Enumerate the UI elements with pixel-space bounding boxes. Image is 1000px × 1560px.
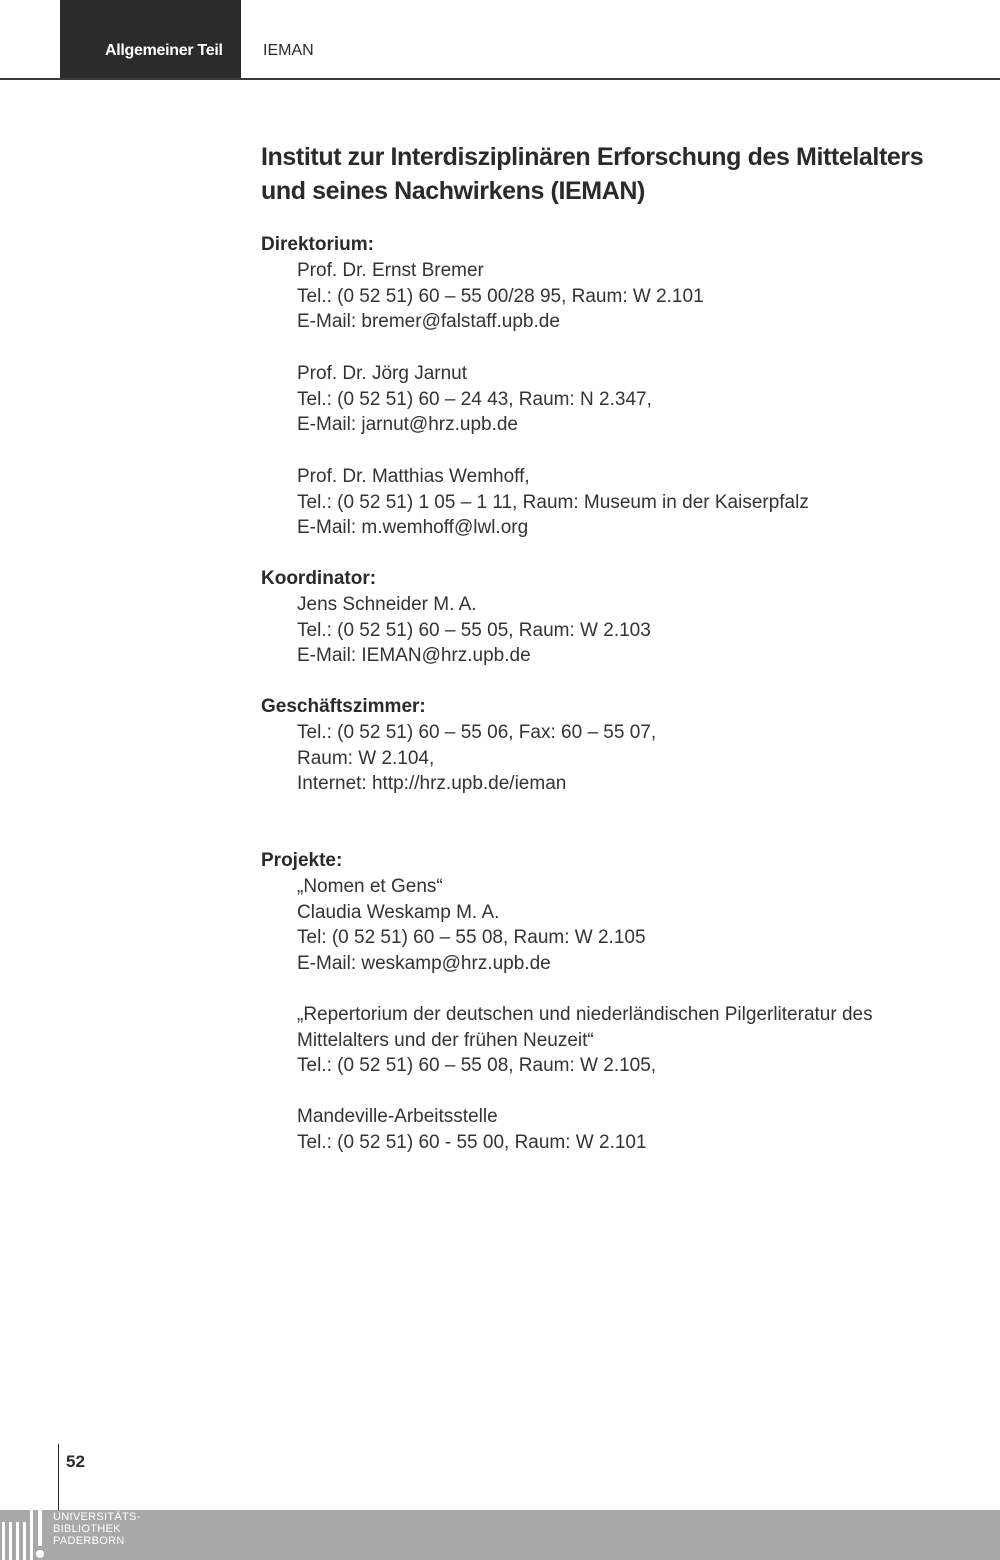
- contact-phone: Tel.: (0 52 51) 60 – 55 00/28 95, Raum: W 2.101: [297, 285, 704, 307]
- contact-phone: Tel.: (0 52 51) 1 05 – 1 11, Raum: Museum in der Kaiserpfalz: [297, 491, 809, 513]
- contact-phone: Tel.: (0 52 51) 60 – 55 08, Raum: W 2.105,: [297, 1055, 657, 1077]
- project-title: „Nomen et Gens“: [297, 876, 443, 897]
- geschaeftszimmer-heading: Geschäftszimmer:: [261, 696, 426, 717]
- direktorium-entry-bremer: [297, 258, 977, 335]
- page-number-rule: [58, 1444, 59, 1510]
- project-title-continued: Mittelalters und der frühen Neuzeit“: [297, 1029, 594, 1051]
- contact-email: E-Mail: jarnut@hrz.upb.de: [297, 414, 518, 436]
- koordinator-heading: Koordinator:: [261, 568, 377, 589]
- project-title: „Repertorium der deutschen und niederländischen Pilgerliteratur des: [297, 1004, 873, 1025]
- contact-email: E-Mail: bremer@falstaff.upb.de: [297, 311, 560, 333]
- contact-email: E-Mail: m.wemhoff@lwl.org: [297, 517, 529, 539]
- contact-phone: Tel.: (0 52 51) 60 – 55 05, Raum: W 2.103: [297, 619, 651, 641]
- projekte-heading: Projekte:: [261, 850, 343, 871]
- library-logo-icon: [0, 1510, 50, 1560]
- contact-name: Prof. Dr. Matthias Wemhoff,: [297, 466, 530, 487]
- page-title: Institut zur Interdisziplinären Erforschung des Mittelalters und seines Nachwirkens (IEMAN): [261, 143, 924, 205]
- page-number: 52: [66, 1452, 85, 1471]
- library-name-line: UNIVERSITÄTS-: [53, 1511, 141, 1523]
- library-name-line: BIBLIOTHEK: [53, 1523, 121, 1535]
- geschaeftszimmer-entry: [297, 720, 977, 797]
- projekt-entry-nomen-et-gens: [297, 874, 977, 977]
- projekt-entry-mandeville: [297, 1104, 977, 1155]
- library-name-line: PADERBORN: [53, 1535, 125, 1547]
- contact-phone-fax: Tel.: (0 52 51) 60 – 55 06, Fax: 60 – 55 07,: [297, 722, 657, 743]
- contact-email: E-Mail: weskamp@hrz.upb.de: [297, 953, 551, 975]
- contact-phone: Tel.: (0 52 51) 60 – 24 43, Raum: N 2.347,: [297, 388, 652, 410]
- library-name: [53, 1511, 141, 1547]
- header-rule: [0, 78, 1000, 80]
- footer-band: [0, 1510, 1000, 1560]
- contact-email: E-Mail: IEMAN@hrz.upb.de: [297, 645, 531, 667]
- project-title: Mandeville-Arbeitsstelle: [297, 1106, 498, 1127]
- direktorium-entry-wemhoff: [297, 464, 977, 541]
- contact-phone: Tel.: (0 52 51) 60 - 55 00, Raum: W 2.101: [297, 1131, 647, 1153]
- direktorium-entry-jarnut: [297, 361, 977, 438]
- contact-phone: Tel: (0 52 51) 60 – 55 08, Raum: W 2.105: [297, 927, 646, 949]
- header-tab-label: Allgemeiner Teil: [105, 42, 223, 59]
- contact-room: Raum: W 2.104,: [297, 747, 435, 769]
- contact-name: Prof. Dr. Ernst Bremer: [297, 260, 484, 281]
- header-section-label: IEMAN: [263, 42, 314, 59]
- projekt-entry-repertorium: [297, 1002, 977, 1079]
- koordinator-entry: [297, 592, 977, 669]
- contact-name: Claudia Weskamp M. A.: [297, 901, 500, 923]
- contact-name: Prof. Dr. Jörg Jarnut: [297, 363, 468, 384]
- header-tab: [60, 0, 241, 78]
- contact-name: Jens Schneider M. A.: [297, 594, 477, 615]
- contact-website: Internet: http://hrz.upb.de/ieman: [297, 773, 567, 795]
- direktorium-heading: Direktorium:: [261, 234, 374, 255]
